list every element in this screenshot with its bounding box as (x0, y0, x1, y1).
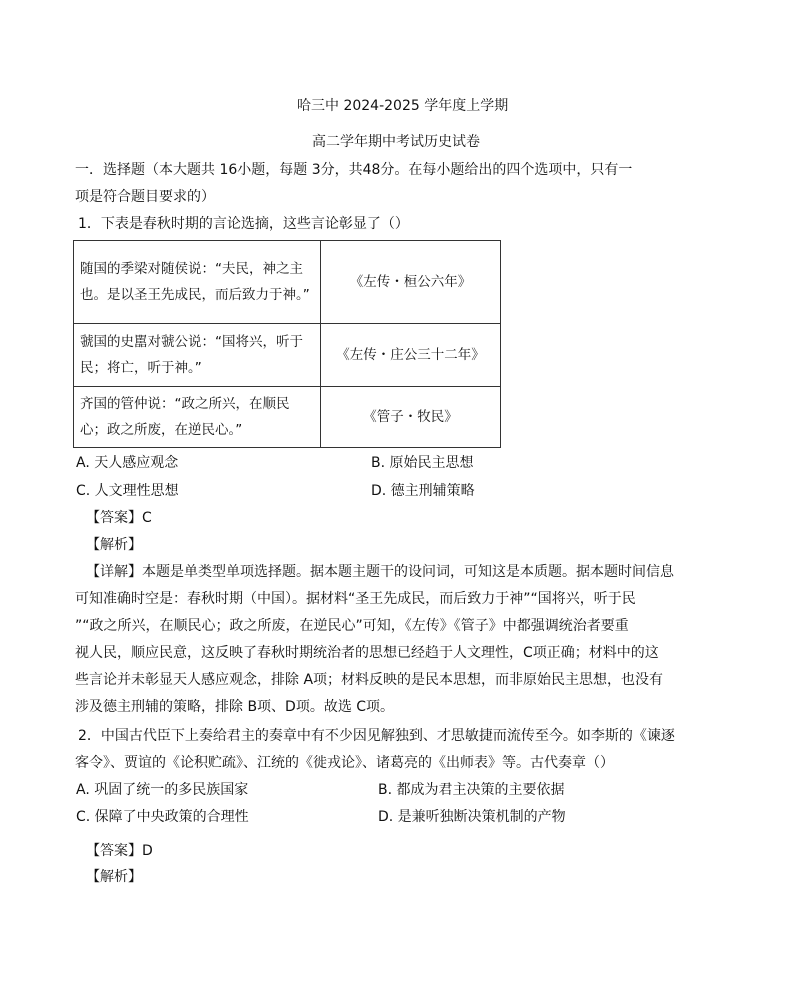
table-row (74, 241, 501, 324)
q2-option-c[interactable]: C. 保障了中央政策的合理性 (76, 809, 249, 825)
quote-cell: 齐国的管仲说：“政之所兴，在顺民心；政之所废，在逆民心。” (74, 387, 321, 448)
q1-option-c[interactable]: C. 人文理性思想 (76, 483, 179, 499)
q1-option-a[interactable]: A. 天人感应观念 (76, 455, 179, 471)
table-row (74, 324, 501, 387)
q2-answer: 【答案】D (86, 843, 153, 859)
q1-detail-line: 些言论并未彰显天人感应观念，排除 A项；材料反映的是民本思想，而非原始民主思想，也没有 (75, 672, 664, 688)
q2-option-a[interactable]: A. 巩固了统一的多民族国家 (76, 782, 249, 798)
q2-option-d[interactable]: D. 是兼听独断决策机制的产物 (378, 809, 566, 825)
q1-detail-line: 【详解】本题是单类型单项选择题。据本题主题干的设问词，可知这是本质题。据本题时间信息 (86, 564, 674, 580)
q1-analysis-label: 【解析】 (86, 537, 142, 553)
q1-detail-line: 涉及德主刑辅的策略，排除 B项、D项。故选 C项。 (75, 699, 395, 715)
q1-detail-line: 视人民，顺应民意，这反映了春秋时期统治者的思想已经趋于人文理性，C项正确；材料中的这 (75, 645, 659, 661)
q2-analysis-label: 【解析】 (86, 869, 142, 885)
q1-stem: 1．下表是春秋时期的言论选摘，这些言论彰显了（） (78, 216, 409, 232)
q1-option-d[interactable]: D. 德主刑辅策略 (371, 483, 475, 499)
table-row (74, 387, 501, 448)
q2-stem-line1: 2．中国古代臣下上奏给君主的奏章中有不少因见解独到、才思敏捷而流传至今。如李斯的《谏逐 (78, 728, 675, 744)
source-cell: 《左传・桓公六年》 (321, 241, 501, 324)
q1-answer: 【答案】C (86, 510, 152, 526)
quote-cell: 虢国的史嚚对虢公说：“国将兴，听于民；将亡，听于神。” (74, 324, 321, 387)
q2-stem-line2: 客令》、贾谊的《论积贮疏》、江统的《徙戎论》、诸葛亮的《出师表》等。古代奏章（） (75, 755, 614, 771)
q1-quote-table (73, 240, 501, 448)
exam-title-line1: 哈三中 2024-2025 学年度上学期 (297, 98, 509, 114)
q1-detail-line: 可知准确时空是：春秋时期（中国）。据材料“圣王先成民，而后致力于神”“国将兴，听于民 (75, 591, 636, 607)
source-cell: 《左传・庄公三十二年》 (321, 324, 501, 387)
q2-option-b[interactable]: B. 都成为君主决策的主要依据 (378, 782, 565, 798)
quote-cell: 随国的季梁对随侯说：“夫民，神之主也。是以圣王先成民，而后致力于神。” (74, 241, 321, 324)
exam-title-line2: 高二学年期中考试历史试卷 (312, 134, 480, 150)
q1-option-b[interactable]: B. 原始民主思想 (371, 455, 474, 471)
source-cell: 《管子・牧民》 (321, 387, 501, 448)
section-instruction-line1: 一．选择题（本大题共 16小题，每题 3分，共48分。在每小题给出的四个选项中，只有一 (75, 162, 633, 178)
q1-detail-line: ”“政之所兴，在顺民心；政之所废，在逆民心”可知，《左传》《管子》中都强调统治者要重 (75, 618, 629, 634)
section-instruction-line2: 项是符合题目要求的） (75, 189, 215, 205)
